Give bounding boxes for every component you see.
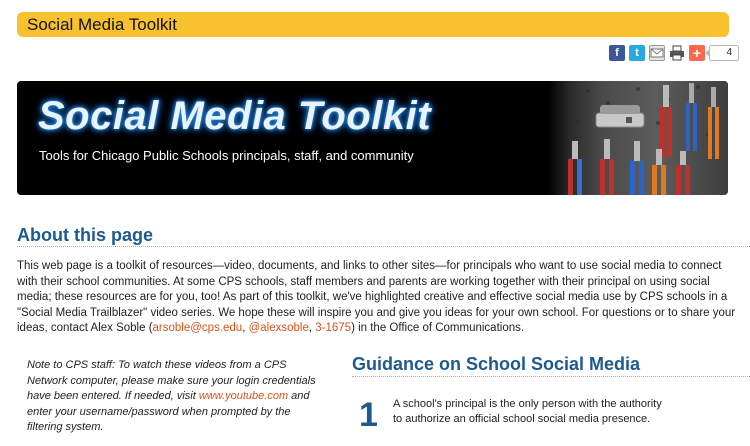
banner-subtitle: Tools for Chicago Public Schools principals, staff, and community	[39, 148, 414, 163]
youtube-link[interactable]: www.youtube.com	[198, 390, 289, 402]
page-title: Social Media Toolkit	[17, 12, 729, 37]
pliers-bottom-2	[600, 139, 614, 195]
staff-note	[27, 358, 327, 436]
stapler	[596, 105, 644, 127]
print-icon[interactable]	[669, 45, 685, 61]
pliers-bottom-5	[676, 151, 690, 195]
pliers-orange	[708, 87, 719, 159]
contact-twitter-link[interactable]: @alexsoble	[248, 322, 309, 335]
guidance-step-number: 1	[359, 396, 378, 434]
about-body	[17, 259, 742, 337]
email-icon[interactable]	[649, 45, 665, 61]
staff-note-after: and enter your username/password when prompted by the filtering system.	[27, 390, 310, 433]
email-icon-glyph	[650, 46, 664, 60]
contact-email-link[interactable]: arsoble@cps.edu	[152, 322, 243, 335]
about-body-intro: This web page is a toolkit of resources—video, documents, and links to other sites—for principals who want to use social media to connect with their school communities. At some CPS schools, staff members and parents are working together with their principal on using social media; these resources are for you, too! As part of this toolkit, we've highlighted creative and effective social media use by CPS schools in a "Social Media Trailblazer" video series. We hope these will inspire you and give you ideas for your own school. For questions or to share your ideas, contact Alex Soble (	[17, 260, 736, 335]
guidance-divider	[352, 376, 750, 377]
twitter-icon[interactable]: t	[629, 45, 645, 61]
share-count: 4	[709, 45, 739, 61]
staff-note-before: Note to CPS staff: To watch these videos from a CPS Network computer, please make sure your login credentials have been entered. If needed, visit	[27, 359, 316, 402]
tools-photo	[548, 81, 728, 195]
pliers-bottom-1	[568, 141, 582, 195]
guidance-heading: Guidance on School Social Media	[352, 354, 641, 374]
contact-phone-link[interactable]: 3-1675	[315, 322, 352, 335]
about-body-outro: ) in the Office of Communications.	[351, 322, 525, 335]
hero-banner	[17, 81, 728, 195]
facebook-icon[interactable]: f	[609, 45, 625, 61]
print-icon-glyph	[669, 45, 685, 61]
about-heading: About this page	[17, 225, 153, 245]
about-sep-1: ,	[242, 322, 249, 335]
guidance-step-text: A school's principal is the only person with the authority to authorize an official school social media presence.	[393, 398, 662, 425]
about-divider	[17, 246, 750, 247]
pliers-bottom-3	[630, 141, 644, 195]
pliers-blue	[686, 83, 697, 151]
tools-illustration	[548, 81, 728, 195]
banner-title: Social Media Toolkit	[38, 94, 432, 138]
pliers-red	[660, 85, 672, 157]
share-more-icon[interactable]: +	[689, 45, 705, 61]
about-sep-2: ,	[308, 322, 316, 335]
share-toolbar	[609, 45, 739, 61]
